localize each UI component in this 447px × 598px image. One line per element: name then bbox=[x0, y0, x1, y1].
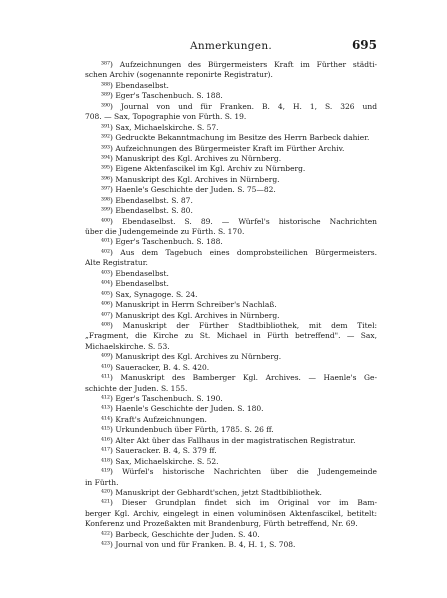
page-number: 695 bbox=[351, 38, 377, 52]
endnote-line: ⁴⁰⁵) Sax, Synagoge. S. 24. bbox=[101, 289, 198, 299]
endnote-line: 708. — Sax, Topographie von Fürth. S. 19. bbox=[85, 112, 247, 122]
endnote-line: Alte Registratur. bbox=[85, 258, 148, 268]
endnote-line: ⁴⁰⁹) Manuskript des Kgl. Archives zu Nürnberg. bbox=[101, 352, 282, 362]
endnote-line: ⁴¹¹) Manuskript des Bamberger Kgl. Archives. — Haenle's Ge- bbox=[101, 373, 377, 383]
endnote-line: ⁴²¹) Dieser Grundplan findet sich im Original vor im Bam- bbox=[101, 498, 377, 508]
endnote-line: ⁴¹⁴) Kraft's Aufzeichnungen. bbox=[101, 414, 207, 424]
endnote-line: in Fürth. bbox=[85, 477, 119, 487]
endnote-line: ³⁹⁷) Haenle's Geschichte der Juden. S. 75—82. bbox=[101, 185, 276, 195]
endnote-line: ³⁹²) Gedruckte Bekanntmachung im Besitze des Herrn Barbeck dahier. bbox=[101, 133, 370, 143]
endnote-line: ⁴⁰⁸) Manuskript der Fürther Stadtbibliothek, mit dem Titel: bbox=[101, 320, 377, 330]
endnote-line: ⁴⁰⁷) Manuskript des Kgl. Archives in Nürnberg. bbox=[101, 310, 280, 320]
endnote-line: ⁴²⁰) Manuskript der Gebhardt'schen, jetzt Stadtbibliothek. bbox=[101, 487, 322, 497]
endnote-line: ⁴⁰⁶) Manuskript in Herrn Schreiber's Nachlaß. bbox=[101, 300, 277, 310]
endnote-line: ⁴¹²) Eger's Taschenbuch. S. 190. bbox=[101, 394, 223, 403]
endnote-line: ⁴²³) Journal von und für Franken. B. 4, H. 1, S. 708. bbox=[101, 540, 296, 550]
endnote-line: ⁴¹⁵) Urkundenbuch über Fürth, 1785. S. 26 ff. bbox=[101, 425, 274, 435]
endnote-line: Michaelskirche. S. 53. bbox=[85, 341, 170, 351]
endnote-line: „Fragment, die Kirche zu St. Michael in Fürth betreffend". — Sax, bbox=[85, 331, 377, 341]
endnote-line: schen Archiv (sogenannte reponirte Registratur). bbox=[85, 70, 273, 80]
endnote-line: ³⁹³) Aufzeichnungen des Bürgermeister Kraft im Fürther Archiv. bbox=[101, 143, 345, 153]
endnote-line: ⁴¹⁹) Würfel's historische Nachrichten über die Judengemeinde bbox=[101, 467, 377, 477]
endnote-line: ³⁹⁹) Ebendaselbst. S. 80. bbox=[101, 206, 193, 216]
endnote-line: über die Judengemeinde zu Fürth. S. 170. bbox=[85, 227, 245, 236]
endnote-line: ³⁹¹) Sax, Michaelskirche. S. 57. bbox=[101, 122, 219, 132]
endnote-line: ⁴⁰⁴) Ebendaselbst. bbox=[101, 279, 169, 289]
endnote-line: ³⁹⁵) Eigene Aktenfascikel im Kgl. Archiv zu Nürnberg. bbox=[101, 164, 306, 174]
endnote-line: berger Kgl. Archiv, eingelegt in einen voluminösen Aktenfascikel, betitelt: bbox=[85, 508, 377, 518]
endnote-line: schichte der Juden. S. 155. bbox=[85, 383, 188, 393]
endnote-line: ³⁹⁸) Ebendaselbst. S. 87. bbox=[101, 195, 193, 205]
endnote-line: ⁴¹³) Haenle's Geschichte der Juden. S. 180. bbox=[101, 404, 264, 414]
endnote-line: ⁴¹⁰) Saueracker, B. 4. S. 420. bbox=[101, 362, 210, 372]
endnote-line: ⁴²²) Barbeck, Geschichte der Juden. S. 40. bbox=[101, 529, 260, 539]
endnote-line: ⁴¹⁸) Sax, Michaelskirche. S. 52. bbox=[101, 456, 219, 466]
endnote-line: ⁴¹⁶) Alter Akt über das Fallhaus in der magistratischen Registratur. bbox=[101, 435, 356, 445]
endnote-line: ³⁸⁷) Aufzeichnungen des Bürgermeisters Kraft im Fürther städti- bbox=[101, 60, 377, 69]
endnote-line: ³⁸⁹) Eger's Taschenbuch. S. 188. bbox=[101, 91, 223, 101]
endnote-line: ³⁹⁴) Manuskript des Kgl. Archives zu Nürnberg. bbox=[101, 153, 282, 163]
endnote-line: ⁴⁰¹) Eger's Taschenbuch. S. 188. bbox=[101, 237, 223, 247]
endnote-line: ⁴⁰⁰) Ebendaselbst. S. 89. — Würfel's historische Nachrichten bbox=[101, 216, 377, 226]
endnote-line: ³⁹⁶) Manuskript des Kgl. Archives in Nürnberg. bbox=[101, 174, 280, 184]
endnote-line: ³⁸⁸) Ebendaselbst. bbox=[101, 80, 169, 90]
endnote-line: ³⁹⁰) Journal von und für Franken. B. 4, H. 1, S. 326 und bbox=[101, 101, 377, 111]
endnote-line: ⁴⁰³) Ebendaselbst. bbox=[101, 268, 169, 278]
endnote-line: ⁴⁰²) Aus dem Tagebuch eines domprobsteilichen Bürgermeisters. bbox=[101, 247, 377, 257]
endnotes-list bbox=[85, 60, 377, 551]
page-header bbox=[85, 40, 377, 54]
endnote-line: ⁴¹⁷) Saueracker. B. 4, S. 379 ff. bbox=[101, 446, 217, 456]
running-head: Anmerkungen. bbox=[189, 40, 273, 52]
endnote-line: Konferenz und Prozeßakten mit Brandenburg, Fürth betreffend, Nr. 69. bbox=[85, 519, 358, 529]
